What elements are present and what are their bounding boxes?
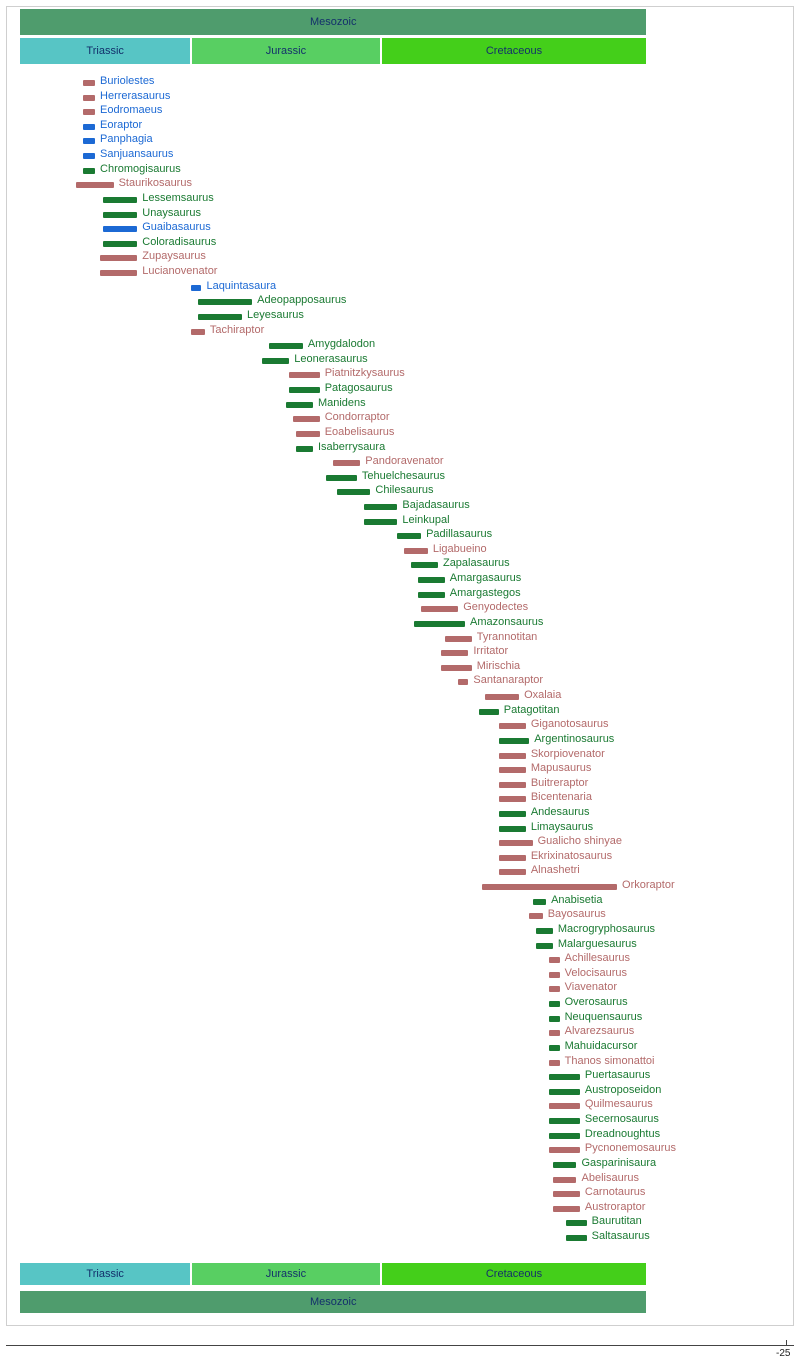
taxon-label: Buitreraptor	[530, 776, 589, 789]
taxon-label: Quilmesaurus	[584, 1098, 653, 1111]
taxon-range-bar	[83, 168, 95, 174]
taxon-range-bar	[103, 241, 137, 247]
taxon-range-bar	[414, 621, 465, 627]
taxon-range-bar	[83, 124, 95, 130]
taxon-label: Overosaurus	[564, 996, 628, 1009]
taxon-range-bar	[103, 226, 137, 232]
taxon-label: Viavenator	[564, 981, 617, 994]
taxon-label: Coloradisaurus	[142, 235, 217, 248]
taxon-label: Anabisetia	[551, 893, 603, 906]
taxon-label: Achillesaurus	[564, 952, 631, 965]
taxon-range-bar	[549, 1030, 559, 1036]
taxon-label: Amygdalodon	[307, 338, 376, 351]
taxon-range-bar	[411, 562, 438, 568]
taxon-label: Mapusaurus	[530, 762, 592, 775]
x-axis-line	[6, 1345, 794, 1346]
taxon-range-bar	[441, 650, 468, 656]
taxon-range-bar	[549, 1133, 579, 1139]
taxon-range-bar	[445, 636, 472, 642]
taxon-range-bar	[536, 928, 553, 934]
taxon-label: Patagosaurus	[324, 382, 393, 395]
taxon-label: Staurikosaurus	[118, 177, 192, 190]
taxon-label: Guaibasaurus	[142, 221, 211, 234]
taxon-range-bar	[553, 1162, 577, 1168]
taxon-label: Malarguesaurus	[557, 937, 637, 950]
taxon-range-bar	[289, 372, 319, 378]
taxon-label: Ekrixinatosaurus	[530, 849, 613, 862]
taxon-range-bar	[83, 80, 95, 86]
taxon-label: Mahuidacursor	[564, 1039, 638, 1052]
taxon-range-bar	[262, 358, 289, 364]
taxon-label: Orkoraptor	[622, 879, 675, 892]
taxon-range-bar	[549, 1045, 559, 1051]
taxon-label: Argentinosaurus	[534, 732, 615, 745]
taxon-range-bar	[289, 387, 319, 393]
taxon-range-bar	[441, 665, 471, 671]
taxon-range-bar	[418, 592, 445, 598]
period-band-triassic-top: Triassic	[19, 37, 191, 65]
taxon-label: Amargastegos	[449, 586, 521, 599]
taxon-label: Zapalasaurus	[442, 557, 510, 570]
taxon-range-bar	[100, 255, 137, 261]
taxon-range-bar	[103, 197, 137, 203]
taxon-label: Bicentenaria	[530, 791, 592, 804]
taxon-range-bar	[100, 270, 137, 276]
taxon-range-bar	[479, 709, 499, 715]
taxon-range-bar	[549, 972, 559, 978]
taxon-label: Giganotosaurus	[530, 718, 609, 731]
taxon-label: Oxalaia	[524, 689, 562, 702]
taxon-label: Macrogryphosaurus	[557, 922, 656, 935]
taxon-range-bar	[499, 782, 526, 788]
taxon-label: Alnashetri	[530, 864, 580, 877]
taxon-range-bar	[499, 840, 533, 846]
taxon-label: Lucianovenator	[142, 265, 218, 278]
taxon-range-bar	[364, 504, 398, 510]
taxon-range-bar	[326, 475, 356, 481]
taxon-range-bar	[499, 811, 526, 817]
taxon-label: Pandoravenator	[365, 455, 444, 468]
era-band-mesozoic-top: Mesozoic	[19, 8, 647, 36]
taxon-label: Irritator	[473, 645, 509, 658]
taxon-range-bar	[549, 1118, 579, 1124]
taxon-range-bar	[549, 1103, 579, 1109]
taxon-range-bar	[499, 723, 526, 729]
period-band-triassic-bottom: Triassic	[19, 1262, 191, 1286]
taxon-range-bar	[549, 1089, 579, 1095]
taxon-range-bar	[549, 1001, 559, 1007]
taxon-range-bar	[76, 182, 113, 188]
taxon-range-bar	[499, 869, 526, 875]
taxon-label: Panphagia	[100, 133, 153, 146]
taxon-label: Eoraptor	[100, 118, 143, 131]
period-band-cretaceous-bottom: Cretaceous	[381, 1262, 648, 1286]
taxon-range-bar	[549, 957, 559, 963]
taxon-label: Buriolestes	[100, 75, 155, 87]
taxon-range-bar	[499, 796, 526, 802]
taxon-label: Lessemsaurus	[142, 191, 214, 204]
taxon-label: Pycnonemosaurus	[584, 1142, 676, 1155]
taxon-label: Tachiraptor	[209, 323, 265, 336]
taxon-range-bar	[553, 1206, 580, 1212]
taxon-label: Santanaraptor	[473, 674, 544, 687]
taxon-label: Bayosaurus	[547, 908, 606, 921]
taxon-range-bar	[296, 446, 313, 452]
period-band-cretaceous-top: Cretaceous	[381, 37, 648, 65]
taxon-label: Gasparinisaura	[581, 1156, 657, 1169]
taxon-range-bar	[103, 212, 137, 218]
taxon-range-bar	[333, 460, 360, 466]
taxon-range-bar	[549, 1060, 559, 1066]
taxon-range-bar	[337, 489, 371, 495]
taxon-label: Laquintasaura	[206, 279, 277, 292]
taxon-label: Chilesaurus	[375, 484, 434, 497]
period-band-jurassic-bottom: Jurassic	[191, 1262, 380, 1286]
taxon-label: Saltasaurus	[591, 1229, 650, 1242]
taxon-range-bar	[499, 767, 526, 773]
taxon-label: Chromogisaurus	[100, 162, 181, 175]
era-band-mesozoic-bottom: Mesozoic	[19, 1290, 647, 1314]
taxon-label: Padillasaurus	[426, 528, 493, 541]
taxon-range-bar	[83, 109, 95, 115]
taxon-range-bar	[458, 679, 468, 685]
taxon-label: Amazonsaurus	[470, 615, 544, 628]
taxon-range-bar	[499, 753, 526, 759]
taxon-range-bar	[529, 913, 543, 919]
taxon-range-bar	[83, 95, 95, 101]
taxon-label: Patagotitan	[503, 703, 560, 716]
taxon-label: Condorraptor	[324, 411, 390, 424]
taxon-range-bar	[482, 884, 617, 890]
taxon-range-bar	[293, 416, 320, 422]
taxon-range-bar	[83, 138, 95, 144]
taxon-range-bar	[553, 1191, 580, 1197]
taxon-range-bar	[418, 577, 445, 583]
taxon-label: Zupaysaurus	[142, 250, 206, 263]
taxon-range-bar	[198, 314, 242, 320]
taxon-label: Bajadasaurus	[402, 498, 470, 511]
taxon-range-bar	[83, 153, 95, 159]
taxon-range-bar	[198, 299, 252, 305]
taxon-range-bar	[296, 431, 320, 437]
taxon-label: Baurutitan	[591, 1215, 642, 1228]
taxon-label: Tehuelchesaurus	[361, 469, 446, 482]
taxon-label: Leinkupal	[402, 513, 450, 526]
taxon-label: Andesaurus	[530, 806, 590, 818]
taxon-label: Eoabelisaurus	[324, 425, 395, 438]
taxon-range-bar	[566, 1235, 586, 1241]
taxon-label: Leonerasaurus	[294, 352, 368, 365]
taxon-range-bar	[533, 899, 547, 905]
taxon-range-bar	[549, 1147, 579, 1153]
taxon-label: Limaysaurus	[530, 820, 594, 833]
taxon-range-bar	[549, 986, 559, 992]
taxon-range-bar	[553, 1177, 577, 1183]
taxon-range-bar	[191, 285, 201, 291]
taxon-range-bar	[499, 738, 529, 744]
period-band-jurassic-top: Jurassic	[191, 37, 380, 65]
taxon-range-bar	[397, 533, 421, 539]
taxon-label: Amargasaurus	[449, 572, 522, 585]
taxon-range-bar	[269, 343, 303, 349]
taxon-label: Neuquensaurus	[564, 1010, 643, 1023]
taxon-label: Secernosaurus	[584, 1113, 659, 1126]
taxon-range-bar	[191, 329, 205, 335]
taxon-range-bar	[286, 402, 313, 408]
taxon-label: Skorpiovenator	[530, 747, 605, 760]
taxon-label: Piatnitzkysaurus	[324, 367, 405, 380]
taxon-label: Sanjuansaurus	[100, 148, 174, 161]
taxon-label: Thanos simonattoi	[564, 1054, 655, 1067]
taxon-label: Eodromaeus	[100, 104, 163, 117]
taxon-range-bar	[549, 1016, 559, 1022]
taxon-label: Austroraptor	[584, 1200, 646, 1213]
taxon-range-bar	[485, 694, 519, 700]
taxon-range-bar	[566, 1220, 586, 1226]
x-axis-tick-label: -25	[776, 1348, 791, 1359]
taxon-label: Dreadnoughtus	[584, 1127, 661, 1140]
taxon-label: Austroposeidon	[584, 1083, 662, 1096]
taxon-label: Manidens	[317, 396, 366, 409]
x-axis-tick	[786, 1340, 787, 1345]
taxon-label: Genyodectes	[463, 601, 529, 614]
taxon-label: Alvarezsaurus	[564, 1025, 635, 1038]
taxon-label: Puertasaurus	[584, 1069, 651, 1082]
taxon-range-bar	[421, 606, 458, 612]
taxon-label: Carnotaurus	[584, 1186, 646, 1199]
taxon-range-bar	[549, 1074, 579, 1080]
taxon-label: Adeopapposaurus	[257, 294, 347, 307]
taxon-label: Tyrannotitan	[476, 630, 538, 643]
taxon-range-bar	[499, 826, 526, 832]
taxon-label: Herrerasaurus	[100, 89, 171, 102]
taxon-label: Leyesaurus	[247, 308, 304, 321]
taxon-label: Unaysaurus	[142, 206, 201, 219]
taxon-range-bar	[404, 548, 428, 554]
taxon-range-bar	[364, 519, 398, 525]
taxon-range-bar	[499, 855, 526, 861]
plot-border	[6, 6, 794, 1326]
taxon-label: Ligabueino	[432, 542, 487, 555]
taxon-label: Velocisaurus	[564, 966, 627, 979]
taxon-label: Isaberrysaura	[317, 440, 386, 453]
taxon-label: Gualicho shinyae	[537, 835, 622, 848]
taxon-label: Abelisaurus	[581, 1171, 639, 1184]
taxon-range-bar	[536, 943, 553, 949]
taxon-label: Mirischia	[476, 659, 521, 672]
